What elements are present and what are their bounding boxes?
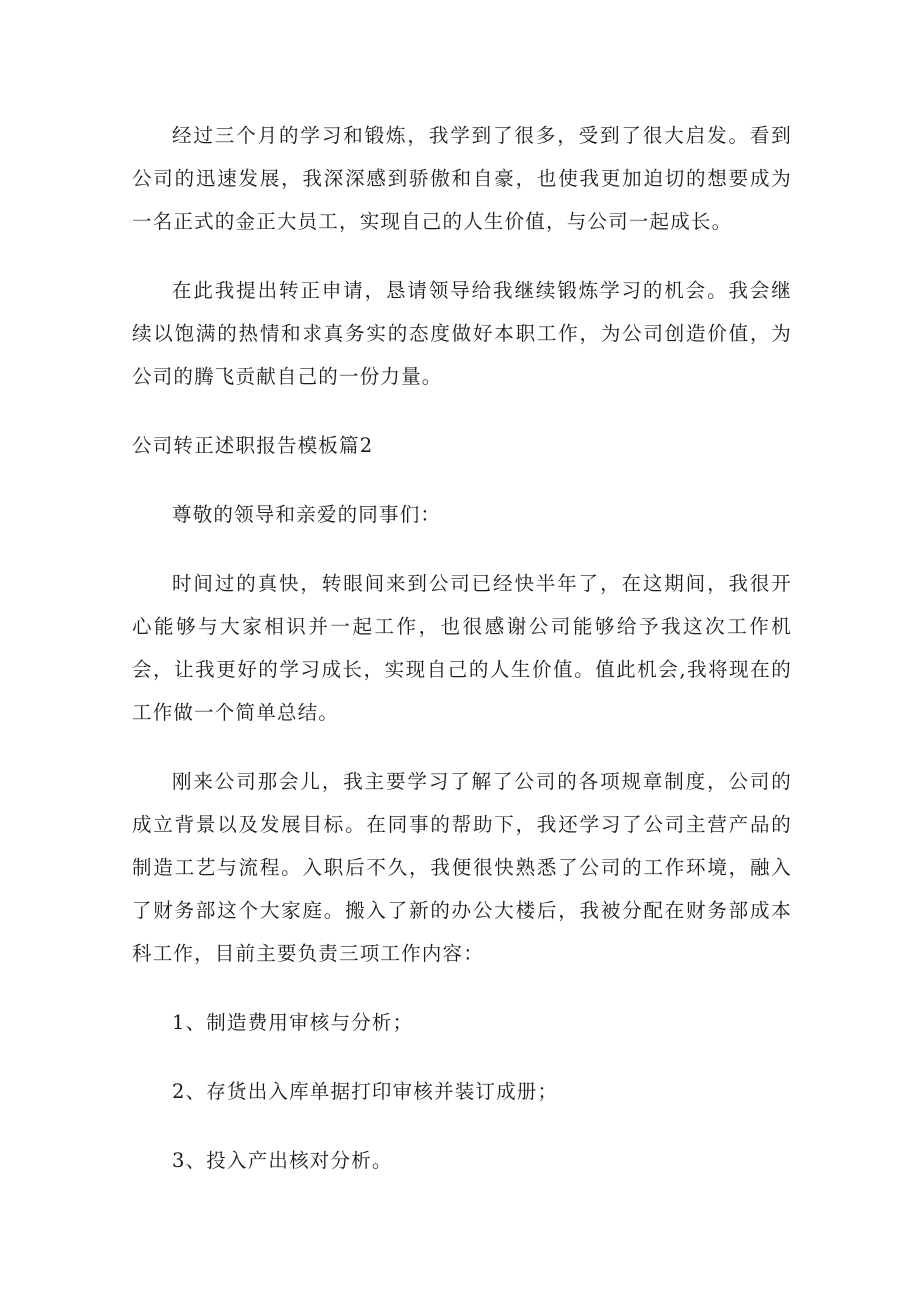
section-heading: 公司转正述职报告模板篇2 (132, 434, 374, 457)
body-paragraph-1: 时间过的真快，转眼间来到公司已经快半年了，在这期间，我很开心能够与大家相识并一起工作，也很感谢公司能够给予我这次工作机会，让我更好的学习成长，实现自己的人生价值。值此机会,我将现在的工作做一个简单总结。 (132, 572, 792, 724)
list-item-3: 3、投入产出核对分析。 (172, 1149, 393, 1172)
list-item-2: 2、存货出入库单据打印审核并装订成册； (172, 1080, 559, 1103)
paragraph-2: 在此我提出转正申请，恳请领导给我继续锻炼学习的机会。我会继续以饱满的热情和求真务实的态度做好本职工作，为公司创造价值，为公司的腾飞贡献自己的一份力量。 (132, 279, 792, 388)
greeting: 尊敬的领导和亲爱的同事们： (172, 503, 442, 526)
body-paragraph-2: 刚来公司那会儿，我主要学习了解了公司的各项规章制度，公司的成立背景以及发展目标。在同事的帮助下，我还学习了公司主营产品的制造工艺与流程。入职后不久，我便很快熟悉了公司的工作环境，融入了财务部这个大家庭。搬入了新的办公大楼后，我被分配在财务部成本科工作，目前主要负责三项工作内容： (132, 770, 792, 965)
paragraph-1: 经过三个月的学习和锻炼，我学到了很多，受到了很大启发。看到公司的迅速发展，我深深感到骄傲和自豪，也使我更加迫切的想要成为一名正式的金正大员工，实现自己的人生价值，与公司一起成长。 (132, 124, 792, 233)
document-content (132, 114, 792, 1208)
list-item-1: 1、制造费用审核与分析； (172, 1011, 414, 1034)
